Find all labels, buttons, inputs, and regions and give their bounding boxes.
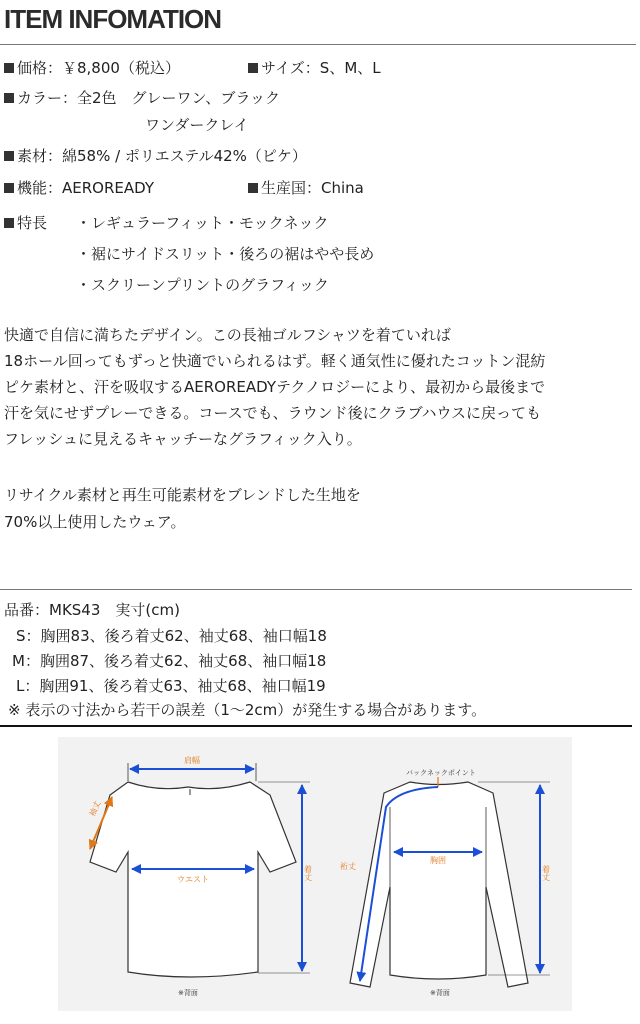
origin-row: [248, 177, 364, 198]
bullet-square-icon: [248, 183, 258, 193]
bullet-square-icon: [4, 63, 14, 73]
description-line: 汗を気にせずプレーできる。コースでも、ラウンド後にクラブハウスに戻っても: [4, 404, 542, 422]
price-text: 価格：￥8,800（税込）: [17, 59, 180, 77]
feature-label-row: [4, 212, 47, 233]
feature-item: ・スクリーンプリントのグラフィック: [76, 276, 329, 294]
description-line: フレッシュに見えるキャッチーなグラフィック入り。: [4, 430, 362, 448]
caption-right: ※背面: [430, 989, 450, 997]
size-row-m: M：胸囲87、後ろ着丈62、袖丈68、袖口幅18: [12, 652, 327, 670]
sleeve-label: 袖丈: [87, 799, 103, 818]
color-text-2: ワンダークレイ: [145, 116, 249, 134]
price-row: [4, 57, 180, 78]
color-text: カラー：全2色 グレーワン、ブラック: [17, 89, 281, 107]
size-diagram: [58, 737, 572, 1011]
description-line: 18ホール回ってもずっと快適でいられるはず。軽く通気性に優れたコットン混紡: [4, 352, 546, 370]
description-line: ピケ素材と、汗を吸収するAEROREADYテクノロジーにより、最初から最後まで: [4, 378, 546, 396]
size-text: サイズ：S、M、L: [261, 59, 381, 77]
yuki-label: 裄丈: [340, 862, 356, 871]
length-label: 着丈: [303, 865, 313, 881]
bullet-square-icon: [4, 183, 14, 193]
size-row-l: L：胸囲91、後ろ着丈63、袖丈68、袖口幅19: [16, 677, 326, 695]
size-row: [248, 57, 381, 78]
description2-line: 70%以上使用したウェア。: [4, 513, 186, 531]
description-line: 快適で自信に満ちたデザイン。この長袖ゴルフシャツを着ていれば: [4, 326, 451, 344]
size-diagram-svg: [58, 737, 572, 1011]
divider: [0, 725, 632, 727]
feature-item: ・レギュラーフィット・モックネック: [76, 214, 329, 232]
size-note: ※ 表示の寸法から若干の誤差（1〜2cm）が発生する場合があります。: [8, 701, 487, 719]
color-row-2: [145, 114, 249, 135]
chest-label: 胸囲: [430, 856, 446, 865]
material-text: 素材：綿58% / ポリエステル42%（ピケ）: [17, 147, 307, 165]
page-title: ITEM INFOMATION: [4, 4, 222, 34]
bullet-square-icon: [248, 63, 258, 73]
divider: [0, 44, 636, 45]
back-neck-label: バックネックポイント: [406, 769, 476, 777]
size-row-s: S：胸囲83、後ろ着丈62、袖丈68、袖口幅18: [16, 627, 327, 645]
length-label-right: 着丈: [541, 865, 551, 881]
bullet-square-icon: [4, 151, 14, 161]
feature-label: 特長: [17, 214, 48, 232]
shoulder-label: 肩幅: [184, 756, 200, 765]
longsleeve-outline: [350, 782, 528, 987]
bullet-square-icon: [4, 218, 14, 228]
size-table-header: 品番：MKS43 実寸(cm): [4, 601, 180, 619]
caption-left: ※背面: [178, 989, 198, 997]
divider: [0, 589, 632, 590]
feature-item: ・裾にサイドスリット・後ろの裾はやや長め: [76, 245, 375, 263]
origin-text: 生産国：China: [261, 179, 364, 197]
bullet-square-icon: [4, 93, 14, 103]
material-row: [4, 145, 307, 166]
waist-label: ウエスト: [177, 875, 209, 884]
color-row: [4, 87, 280, 108]
function-row: [4, 177, 154, 198]
description2-line: リサイクル素材と再生可能素材をブレンドした生地を: [4, 486, 361, 504]
function-text: 機能：AEROREADY: [17, 179, 155, 197]
